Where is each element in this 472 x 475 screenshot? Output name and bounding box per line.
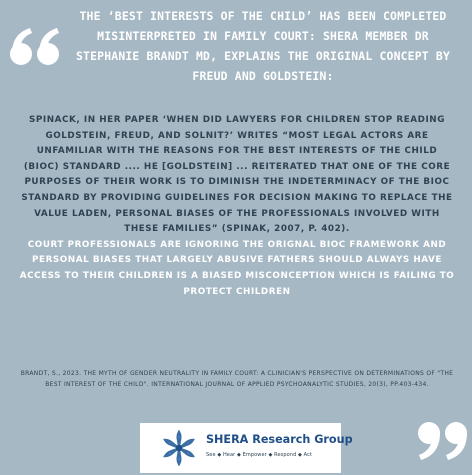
close-quote-icon (414, 414, 470, 474)
shera-logo-icon (158, 427, 200, 469)
headline: THE ‘BEST INTERESTS OF THE CHILD’ HAS BEEN COMPLETED MISINTERPRETED IN FAMILY COURT: SHERA MEMBER DR STEPHANIE BRANDT MD, EXPLAINS THE ORIGINAL CONCEPT BY FREUD AND GOLDSTEIN: (75, 9, 451, 83)
conclusion-paragraph: COURT PROFESSIONALS ARE IGNORING THE ORIGNAL BIOC FRAMEWORK AND PERSONAL BIASES THAT LARGELY ABUSIVE FATHERS SHOULD ALWAYS HAVE ACCESS TO THEIR CHILDREN IS A BIASED MISCONCEPTION WHICH IS FAILING TO PROTECT CHILDREN (19, 239, 455, 297)
open-quote-icon (8, 14, 64, 78)
shera-logo-card (140, 423, 353, 473)
article-body (18, 113, 456, 300)
logo-tagline: See ◆ Hear ◆ Empower ◆ Respond ◆ Act (206, 452, 313, 458)
logo-title: SHERA Research Group (206, 433, 353, 446)
quote-paragraph: SPINACK, IN HER PAPER ‘WHEN DID LAWYERS FOR CHILDREN STOP READING GOLDSTEIN, FREUD, AND SOLNIT?’ WRITES “MOST LEGAL ACTORS ARE UNFAMILIAR WITH THE REASONS FOR THE BEST INTERESTS OF THE CHILD (BIOC) STANDARD .... HE [GOLDSTEIN] ... REITERATED THAT ONE OF THE CORE PURPOSES OF THEIR WORK IS TO DIMINISH THE INDETERMINACY OF THE BIOC STANDARD BY PROVIDING GUIDELINES FOR DECISION MAKING TO REPLACE THE VALUE LADEN, PERSONAL BIASES OF THE PROFESSIONALS INVOLVED WITH THESE FAMILIES” (SPINAK, 2007, P. 402). (21, 115, 453, 235)
citation: BRANDT, S., 2023. THE MYTH OF GENDER NEUTRALITY IN FAMILY COURT: A CLINICIAN'S PERSPECTIVE ON DETERMINATIONS OF "THE BEST INTEREST OF THE CHILD". INTERNATIONAL JOURNAL OF APPLIED PSYCHOANALYTIC STUDIES, 20(3), PP.403-434. (20, 370, 454, 388)
